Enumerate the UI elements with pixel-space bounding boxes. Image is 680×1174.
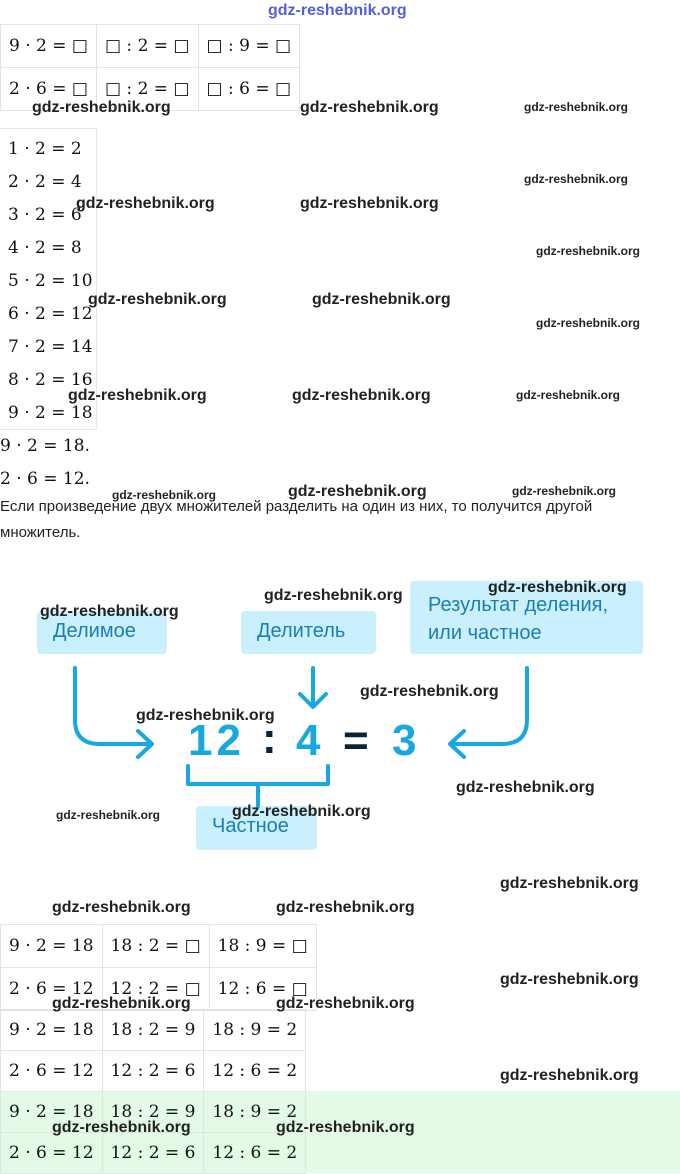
task-cell: □ : 6 = □ xyxy=(198,68,300,111)
watermark: gdz-reshebnik.org xyxy=(500,875,639,892)
partial-cell: 18 : 9 = □ xyxy=(209,925,316,968)
result-line: 9 · 2 = 18. xyxy=(0,436,90,456)
equals-sign: = xyxy=(343,716,369,765)
task-cell: 9 · 2 = □ xyxy=(1,25,97,68)
task-cell: □ : 2 = □ xyxy=(96,68,198,111)
mult-row: 8 · 2 = 16 xyxy=(8,370,93,390)
watermark: gdz-reshebnik.org xyxy=(524,100,629,114)
watermark: gdz-reshebnik.org xyxy=(76,195,215,212)
quotient-tag: Частное xyxy=(196,806,317,850)
watermark: gdz-reshebnik.org xyxy=(500,1067,639,1084)
mult-row: 3 · 2 = 6 xyxy=(8,205,82,225)
mult-row: 1 · 2 = 2 xyxy=(8,139,82,159)
partial-cell: 18 : 2 = □ xyxy=(102,925,209,968)
mult-row: 6 · 2 = 12 xyxy=(8,304,93,324)
watermark: gdz-reshebnik.org xyxy=(276,899,415,916)
filled-cell: 12 : 2 = 6 xyxy=(102,1051,204,1092)
bracket-icon xyxy=(188,766,328,806)
colon-sign: : xyxy=(262,714,277,763)
filled-cell: 2 · 6 = 12 xyxy=(1,1051,103,1092)
task-cell: □ : 2 = □ xyxy=(96,25,198,68)
filled-cell: 9 · 2 = 18 xyxy=(1,1010,103,1051)
watermark: gdz-reshebnik.org xyxy=(524,172,629,186)
partial-cell: 12 : 2 = □ xyxy=(102,968,209,1011)
watermark: gdz-reshebnik.org xyxy=(300,99,439,116)
watermark: gdz-reshebnik.org xyxy=(88,291,227,308)
task-cell: 2 · 6 = □ xyxy=(1,68,97,111)
filled-table xyxy=(0,1009,306,1092)
watermark: gdz-reshebnik.org xyxy=(276,995,415,1012)
watermark: gdz-reshebnik.org xyxy=(32,99,171,116)
watermark: gdz-reshebnik.org xyxy=(56,808,161,822)
filled-cell: 18 : 9 = 2 xyxy=(204,1010,306,1051)
answer-cell: 12 : 2 = 6 xyxy=(102,1133,204,1174)
answer-cell: 9 · 2 = 18 xyxy=(1,1092,103,1133)
answer-cell: 2 · 6 = 12 xyxy=(1,1133,103,1174)
answer-cell: 18 : 9 = 2 xyxy=(204,1092,306,1133)
result-line: 2 · 6 = 12. xyxy=(0,469,90,489)
watermark: gdz-reshebnik.org xyxy=(516,388,621,402)
answer-cell: 12 : 6 = 2 xyxy=(204,1133,306,1174)
partial-cell: 2 · 6 = 12 xyxy=(1,968,103,1011)
watermark: gdz-reshebnik.org xyxy=(40,603,179,620)
watermark: gdz-reshebnik.org xyxy=(456,779,595,796)
watermark: gdz-reshebnik.org xyxy=(288,483,427,500)
watermark: gdz-reshebnik.org xyxy=(500,971,639,988)
watermark: gdz-reshebnik.org xyxy=(512,484,617,498)
watermark: gdz-reshebnik.org xyxy=(232,803,371,820)
partial-cell: 12 : 6 = □ xyxy=(209,968,316,1011)
filled-cell: 12 : 6 = 2 xyxy=(204,1051,306,1092)
watermark: gdz-reshebnik.org xyxy=(264,587,403,604)
watermark: gdz-reshebnik.org xyxy=(360,683,499,700)
watermark: gdz-reshebnik.org xyxy=(52,1119,191,1136)
watermark: gdz-reshebnik.org xyxy=(536,316,641,330)
mult-row: 4 · 2 = 8 xyxy=(8,238,82,258)
watermark: gdz-reshebnik.org xyxy=(312,291,451,308)
mult-row: 7 · 2 = 14 xyxy=(8,337,93,357)
mult-row: 9 · 2 = 18 xyxy=(8,403,93,423)
filled-cell: 18 : 2 = 9 xyxy=(102,1010,204,1051)
result-tag: Результат деления, или частное xyxy=(410,581,643,654)
divisor-number: 4 xyxy=(296,716,321,765)
dividend-tag: Делимое xyxy=(37,611,167,654)
watermark: gdz-reshebnik.org xyxy=(68,387,207,404)
mult-row: 2 · 2 = 4 xyxy=(8,172,82,192)
dividend-number: 12 xyxy=(188,716,245,765)
watermark: gdz-reshebnik.org xyxy=(488,579,627,596)
watermark: gdz-reshebnik.org xyxy=(136,707,275,724)
answer-cell: 18 : 2 = 9 xyxy=(102,1092,204,1133)
watermark: gdz-reshebnik.org xyxy=(52,899,191,916)
watermark: gdz-reshebnik.org xyxy=(536,244,641,258)
task-cell: □ : 9 = □ xyxy=(198,25,300,68)
divisor-tag: Делитель xyxy=(241,611,376,654)
watermark: gdz-reshebnik.org xyxy=(112,488,217,502)
watermark: gdz-reshebnik.org xyxy=(52,995,191,1012)
partial-cell: 9 · 2 = 18 xyxy=(1,925,103,968)
watermark: gdz-reshebnik.org xyxy=(292,387,431,404)
mult-row: 5 · 2 = 10 xyxy=(8,271,93,291)
result-number: 3 xyxy=(392,716,417,765)
watermark: gdz-reshebnik.org xyxy=(300,195,439,212)
site-watermark-header: gdz-reshebnik.org xyxy=(268,2,407,19)
rule-text: Если произведение двух множителей разделить на один из них, то получится другой множитель. xyxy=(0,498,593,541)
watermark: gdz-reshebnik.org xyxy=(276,1119,415,1136)
